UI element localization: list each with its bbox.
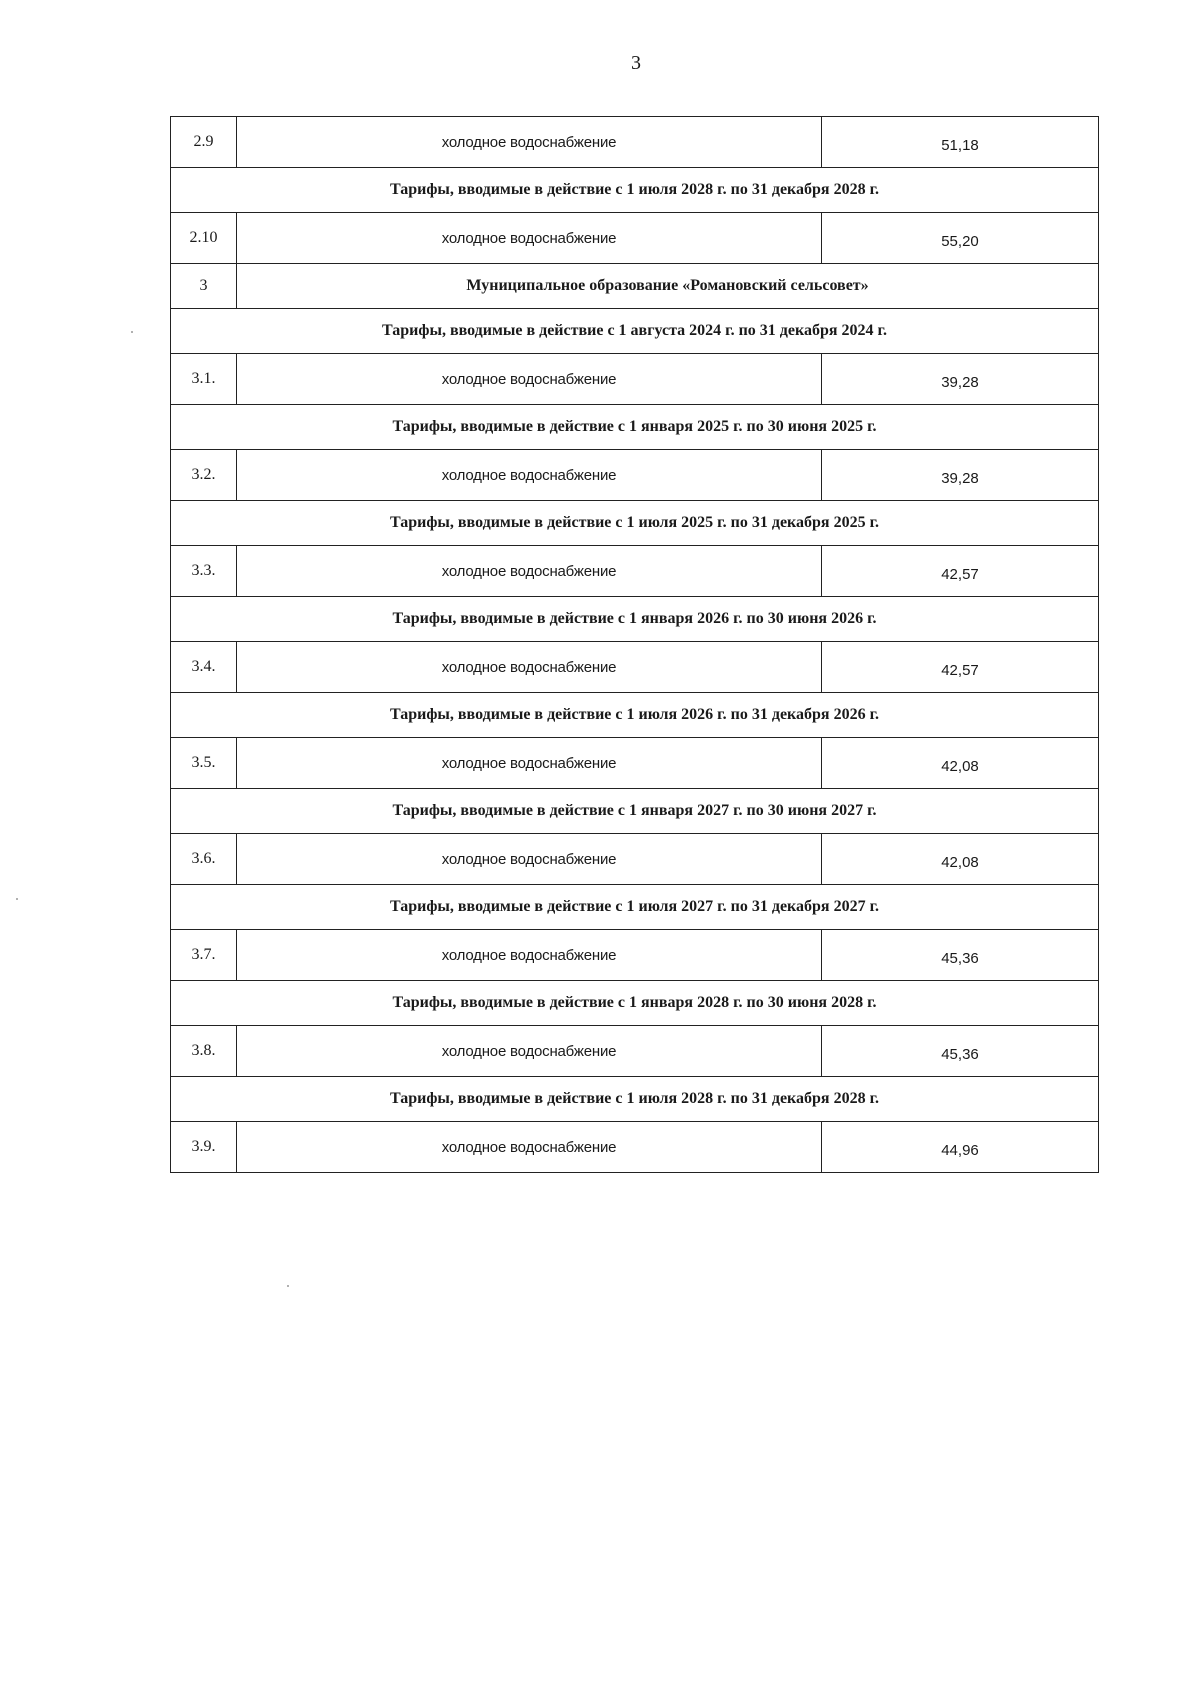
tariff-row [171, 1026, 1099, 1077]
tariff-table [170, 116, 1099, 1173]
service-name: холодное водоснабжение [237, 642, 822, 693]
page-number: 3 [631, 52, 641, 74]
period-header-row [171, 885, 1099, 930]
row-number: 2.9 [171, 117, 237, 168]
period-header-row [171, 789, 1099, 834]
municipality-row [171, 264, 1099, 309]
period-header-row [171, 1077, 1099, 1122]
tariff-row [171, 450, 1099, 501]
period-header-row [171, 597, 1099, 642]
period-header: Тарифы, вводимые в действие с 1 июля 2028 г. по 31 декабря 2028 г. [171, 168, 1099, 213]
row-number: 3.8. [171, 1026, 237, 1077]
tariff-value: 39,28 [822, 354, 1099, 405]
period-header-row [171, 405, 1099, 450]
service-name: холодное водоснабжение [237, 213, 822, 264]
municipality-name: Муниципальное образование «Романовский сельсовет» [237, 264, 1099, 309]
row-number: 3.3. [171, 546, 237, 597]
service-name: холодное водоснабжение [237, 1026, 822, 1077]
tariff-row [171, 117, 1099, 168]
row-number: 3.9. [171, 1122, 237, 1173]
period-header-row [171, 309, 1099, 354]
tariff-value: 42,08 [822, 738, 1099, 789]
tariff-row [171, 930, 1099, 981]
row-number: 3.4. [171, 642, 237, 693]
row-number: 3.7. [171, 930, 237, 981]
period-header: Тарифы, вводимые в действие с 1 июля 2028 г. по 31 декабря 2028 г. [171, 1077, 1099, 1122]
tariff-table-body [171, 117, 1099, 1173]
period-header: Тарифы, вводимые в действие с 1 августа 2024 г. по 31 декабря 2024 г. [171, 309, 1099, 354]
row-number: 3.1. [171, 354, 237, 405]
tariff-row [171, 738, 1099, 789]
scan-speck [16, 898, 18, 900]
row-number: 2.10 [171, 213, 237, 264]
row-number: 3.6. [171, 834, 237, 885]
service-name: холодное водоснабжение [237, 117, 822, 168]
period-header: Тарифы, вводимые в действие с 1 июля 2027 г. по 31 декабря 2027 г. [171, 885, 1099, 930]
scan-speck [287, 1285, 289, 1287]
service-name: холодное водоснабжение [237, 354, 822, 405]
tariff-value: 45,36 [822, 930, 1099, 981]
scan-speck [131, 331, 133, 333]
service-name: холодное водоснабжение [237, 1122, 822, 1173]
tariff-value: 39,28 [822, 450, 1099, 501]
period-header-row [171, 693, 1099, 738]
tariff-value: 45,36 [822, 1026, 1099, 1077]
period-header-row [171, 501, 1099, 546]
tariff-value: 44,96 [822, 1122, 1099, 1173]
row-number: 3.2. [171, 450, 237, 501]
period-header: Тарифы, вводимые в действие с 1 января 2025 г. по 30 июня 2025 г. [171, 405, 1099, 450]
municipality-number: 3 [171, 264, 237, 309]
tariff-value: 42,57 [822, 642, 1099, 693]
tariff-row [171, 354, 1099, 405]
tariff-row [171, 642, 1099, 693]
service-name: холодное водоснабжение [237, 450, 822, 501]
tariff-value: 42,08 [822, 834, 1099, 885]
period-header: Тарифы, вводимые в действие с 1 июля 2026 г. по 31 декабря 2026 г. [171, 693, 1099, 738]
tariff-row [171, 1122, 1099, 1173]
service-name: холодное водоснабжение [237, 738, 822, 789]
tariff-value: 42,57 [822, 546, 1099, 597]
period-header-row [171, 168, 1099, 213]
service-name: холодное водоснабжение [237, 546, 822, 597]
tariff-row [171, 834, 1099, 885]
period-header: Тарифы, вводимые в действие с 1 января 2027 г. по 30 июня 2027 г. [171, 789, 1099, 834]
tariff-value: 51,18 [822, 117, 1099, 168]
tariff-value: 55,20 [822, 213, 1099, 264]
tariff-row [171, 213, 1099, 264]
service-name: холодное водоснабжение [237, 930, 822, 981]
period-header: Тарифы, вводимые в действие с 1 января 2028 г. по 30 июня 2028 г. [171, 981, 1099, 1026]
row-number: 3.5. [171, 738, 237, 789]
period-header-row [171, 981, 1099, 1026]
period-header: Тарифы, вводимые в действие с 1 июля 2025 г. по 31 декабря 2025 г. [171, 501, 1099, 546]
period-header: Тарифы, вводимые в действие с 1 января 2026 г. по 30 июня 2026 г. [171, 597, 1099, 642]
tariff-row [171, 546, 1099, 597]
service-name: холодное водоснабжение [237, 834, 822, 885]
